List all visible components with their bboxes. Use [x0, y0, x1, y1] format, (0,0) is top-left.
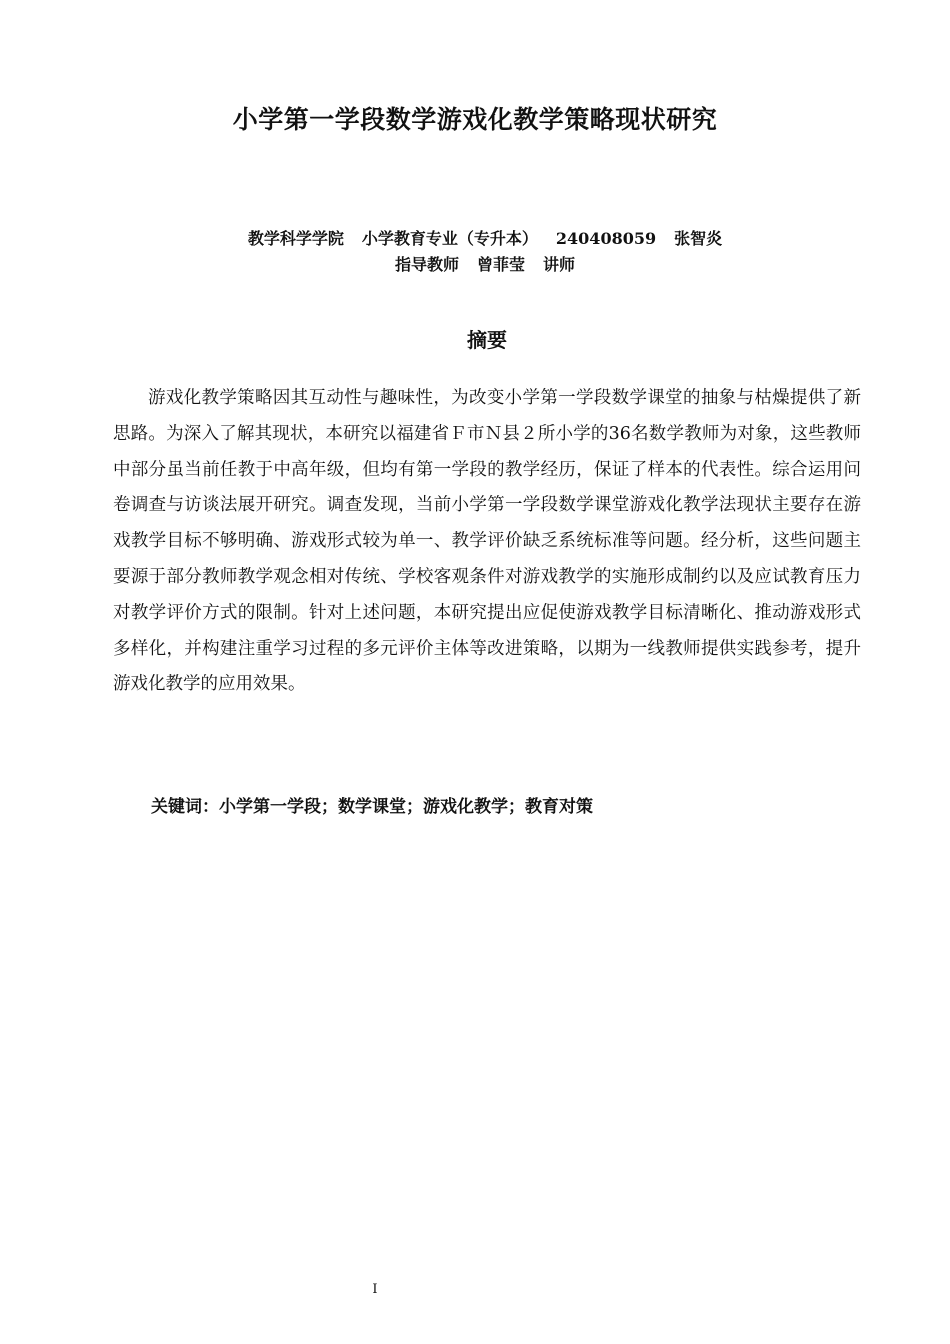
major-name: 小学教育专业（专升本）: [361, 229, 538, 248]
advisor-label: 指导教师: [394, 255, 459, 274]
page-number: I: [372, 1282, 378, 1297]
college-name: 教学科学学院: [247, 229, 344, 248]
advisor-info-line: [0, 252, 950, 275]
keywords-line: 关键词：小学第一学段；数学课堂；游戏化教学；教育对策: [151, 797, 593, 817]
paper-title: 小学第一学段数学游戏化教学策略现状研究: [232, 105, 718, 134]
student-name: 张智炎: [674, 229, 723, 248]
advisor-name: 曾菲莹: [476, 255, 525, 274]
advisor-title: 讲师: [543, 255, 576, 274]
abstract-body: 游戏化教学策略因其互动性与趣味性，为改变小学第一学段数学课堂的抽象与枯燥提供了新思路。为深入了解其现状，本研究以福建省Ｆ市Ｎ县２所小学的36名数学教师为对象，这些教师中部分虽当前任教于中高年级，但均有第一学段的教学经历，保证了样本的代表性。综合运用问卷调查与访谈法展开研究。调查发现，当前小学第一学段数学课堂游戏化教学法现状主要存在游戏教学目标不够明确、游戏形式较为单一、教学评价缺乏系统标准等问题。经分析，这些问题主要源于部分教师教学观念相对传统、学校客观条件对游戏教学的实施形成制约以及应试教育压力对教学评价方式的限制。针对上述问题，本研究提出应促使游戏教学目标清晰化、推动游戏形式多样化，并构建注重学习过程的多元评价主体等改进策略，以期为一线教师提供实践参考，提升游戏化教学的应用效果。: [113, 388, 861, 695]
abstract-heading: 摘要: [467, 328, 507, 352]
author-info-line: [0, 226, 950, 249]
student-id: 240408059: [555, 229, 657, 248]
